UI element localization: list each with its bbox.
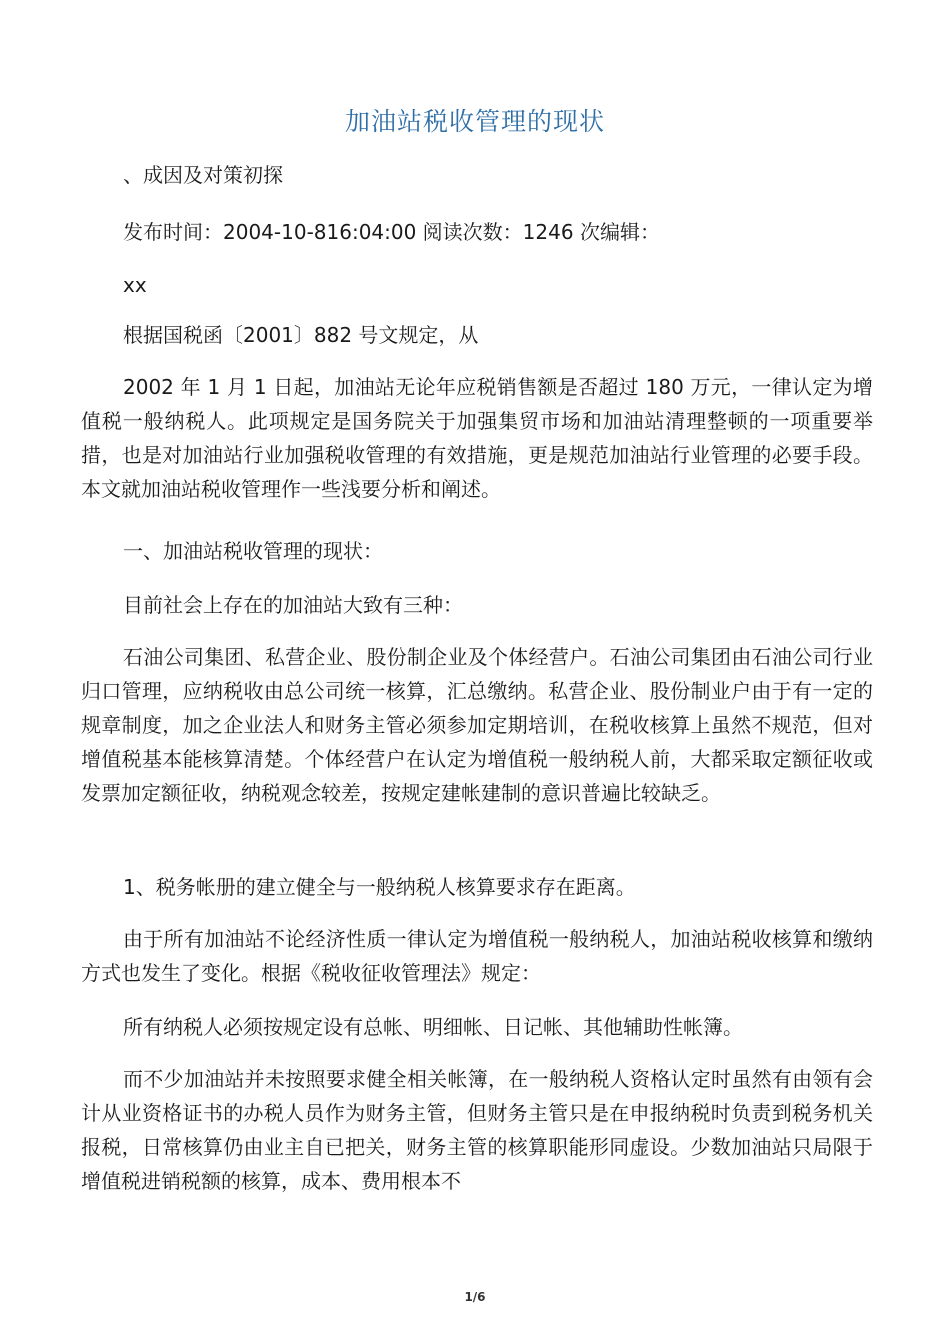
body-paragraph: 目前社会上存在的加油站大致有三种： bbox=[123, 593, 463, 617]
body-paragraph: 由于所有加油站不论经济性质一律认定为增值税一般纳税人，加油站税收核算和缴纳方式也发生了变化。根据《税收征收管理法》规定： bbox=[81, 927, 873, 985]
subsection-heading: 1、税务帐册的建立健全与一般纳税人核算要求存在距离。 bbox=[123, 875, 636, 899]
document-title: 加油站税收管理的现状 bbox=[344, 107, 605, 136]
body-paragraph: 2002 年 1 月 1 日起，加油站无论年应税销售额是否超过 180 万元，一律认定为增值税一般纳税人。此项规定是国务院关于加强集贸市场和加油站清理整顿的一项重要举措，也是对加油站行业加强税收管理的有效措施，更是规范加油站行业管理的必要手段。本文就加油站税收管理作一些浅要分析和阐述。 bbox=[81, 375, 873, 501]
section-heading: 一、加油站税收管理的现状： bbox=[123, 539, 383, 563]
page-number: 1/6 bbox=[464, 1290, 486, 1304]
regulation-paragraph: 根据国税函〔2001〕882 号文规定，从 bbox=[123, 323, 479, 347]
editor-paragraph: xx bbox=[123, 273, 147, 297]
body-paragraph: 石油公司集团、私营企业、股份制企业及个体经营户。石油公司集团由石油公司行业归口管理，应纳税收由总公司统一核算，汇总缴纳。私营企业、股份制业户由于有一定的规章制度，加之企业法人和财务主管必须参加定期培训，在税收核算上虽然不规范，但对增值税基本能核算清楚。个体经营户在认定为增值税一般纳税人前，大都采取定额征收或发票加定额征收，纳税观念较差，按规定建帐建制的意识普遍比较缺乏。 bbox=[81, 645, 873, 805]
publish-info-paragraph: 发布时间：2004-10-816:04:00 阅读次数：1246 次编辑： bbox=[123, 220, 660, 244]
body-paragraph: 而不少加油站并未按照要求健全相关帐簿，在一般纳税人资格认定时虽然有由领有会计从业资格证书的办税人员作为财务主管，但财务主管只是在申报纳税时负责到税务机关报税，日常核算仍由业主自已把关，财务主管的核算职能形同虚设。少数加油站只局限于增值税进销税额的核算，成本、费用根本不 bbox=[81, 1067, 873, 1193]
body-paragraph: 所有纳税人必须按规定设有总帐、明细帐、日记帐、其他辅助性帐簿。 bbox=[123, 1015, 743, 1039]
subtitle-paragraph: 、成因及对策初探 bbox=[123, 163, 283, 187]
